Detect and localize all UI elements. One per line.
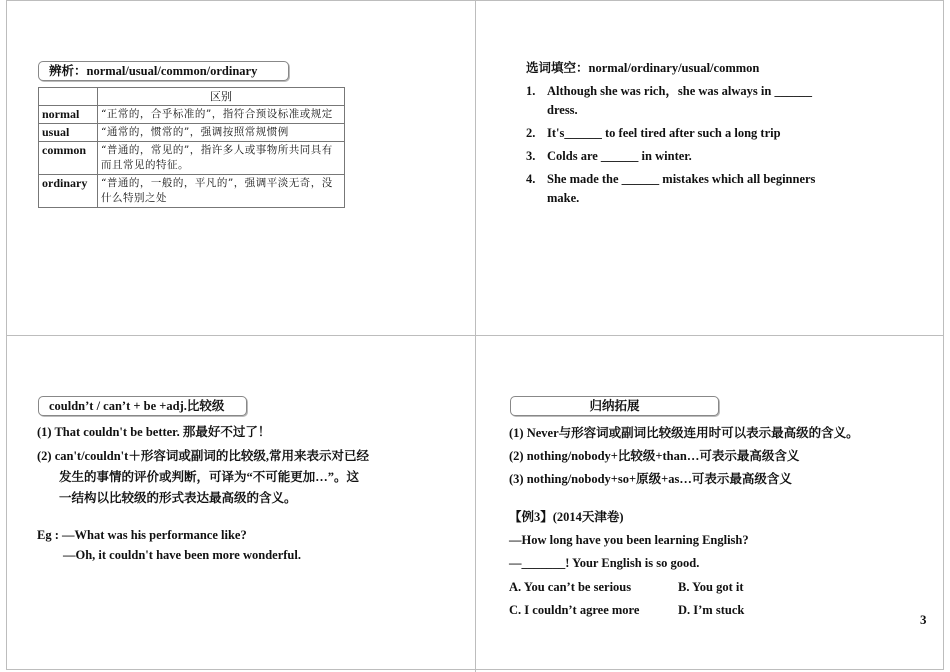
horizontal-divider: [6, 335, 944, 336]
option-b: B. You got it: [678, 580, 744, 594]
list-item: [526, 170, 846, 208]
summary-point: (2) nothing/nobody+比较级+than…可表示最高级含义: [509, 449, 800, 463]
item-number: 3.: [526, 149, 536, 163]
item-text: Although she was rich，she was always in ______ dress.: [547, 84, 812, 117]
example-question: Eg : —What was his performance like?: [37, 528, 247, 542]
item-text: It's______ to feel tired after such a long trip: [547, 126, 781, 140]
example-dialogue-answer: —_______! Your English is so good.: [509, 556, 700, 570]
example-dialogue-question: —How long have you been learning English?: [509, 533, 749, 547]
table-desc: “普通的，常见的”，指许多人或事物所共同具有而且常见的特征。: [98, 142, 345, 175]
item-text: Colds are ______ in winter.: [547, 149, 692, 163]
table-desc: “通常的，惯常的”，强调按照常规惯例: [98, 124, 345, 142]
panel4-heading-text: 归纳拓展: [589, 399, 640, 413]
table-word: ordinary: [39, 175, 98, 208]
panel1-heading-text: 辨析：normal/usual/common/ordinary: [49, 64, 258, 78]
example-title: 【例3】(2014天津卷): [509, 510, 624, 524]
option-a: A. You can’t be serious: [509, 580, 632, 594]
table-word: common: [39, 142, 98, 175]
table-desc: “正常的，合乎标准的”，指符合预设标准或规定: [98, 106, 345, 124]
item-number: 1.: [526, 84, 536, 98]
table-header-label: 区别: [98, 88, 345, 106]
table-header-row: [39, 88, 345, 106]
panel3-heading: [38, 396, 247, 416]
summary-point: (1) Never与形容词或副词比较级连用时可以表示最高级的含义。: [509, 426, 859, 440]
page-number: 3: [920, 612, 927, 627]
panel3-point-2: (2) can't/couldn't＋形容词或副词的比较级,常用来表示对已经发生的事情的评价或判断，可译为“不可能更加…”。这一结构以比较级的形式表达最高级的含义。: [37, 449, 369, 505]
panel3-point-1: (1) That couldn't be better. 那最好不过了！: [37, 425, 271, 439]
table-word: usual: [39, 124, 98, 142]
list-item: [526, 124, 846, 143]
vertical-divider: [475, 0, 476, 672]
summary-point: (3) nothing/nobody+so+原级+as…可表示最高级含义: [509, 472, 792, 486]
panel4-heading: [510, 396, 719, 416]
table-row: [39, 106, 345, 124]
item-number: 2.: [526, 126, 536, 140]
item-text: She made the ______ mistakes which all beginners make.: [547, 172, 816, 205]
table-word: normal: [39, 106, 98, 124]
example-answer: —Oh, it couldn't have been more wonderful.: [63, 548, 301, 562]
panel3-heading-text: couldn’t / can’t + be +adj.比较级: [49, 399, 225, 413]
table-desc: “普通的，一般的，平凡的”，强调平淡无奇，没什么特别之处: [98, 175, 345, 208]
comparison-table: [38, 87, 345, 208]
fill-in-list: [526, 82, 846, 212]
table-row: [39, 142, 345, 175]
list-item: [526, 147, 846, 166]
panel2-heading: 选词填空：normal/ordinary/usual/common: [526, 61, 760, 75]
table-row: [39, 175, 345, 208]
item-number: 4.: [526, 172, 536, 186]
panel1-heading: [38, 61, 289, 81]
table-row: [39, 124, 345, 142]
list-item: [526, 82, 846, 120]
option-d: D. I’m stuck: [678, 603, 745, 617]
table-header-empty: [39, 88, 98, 106]
option-c: C. I couldn’t agree more: [509, 603, 640, 617]
